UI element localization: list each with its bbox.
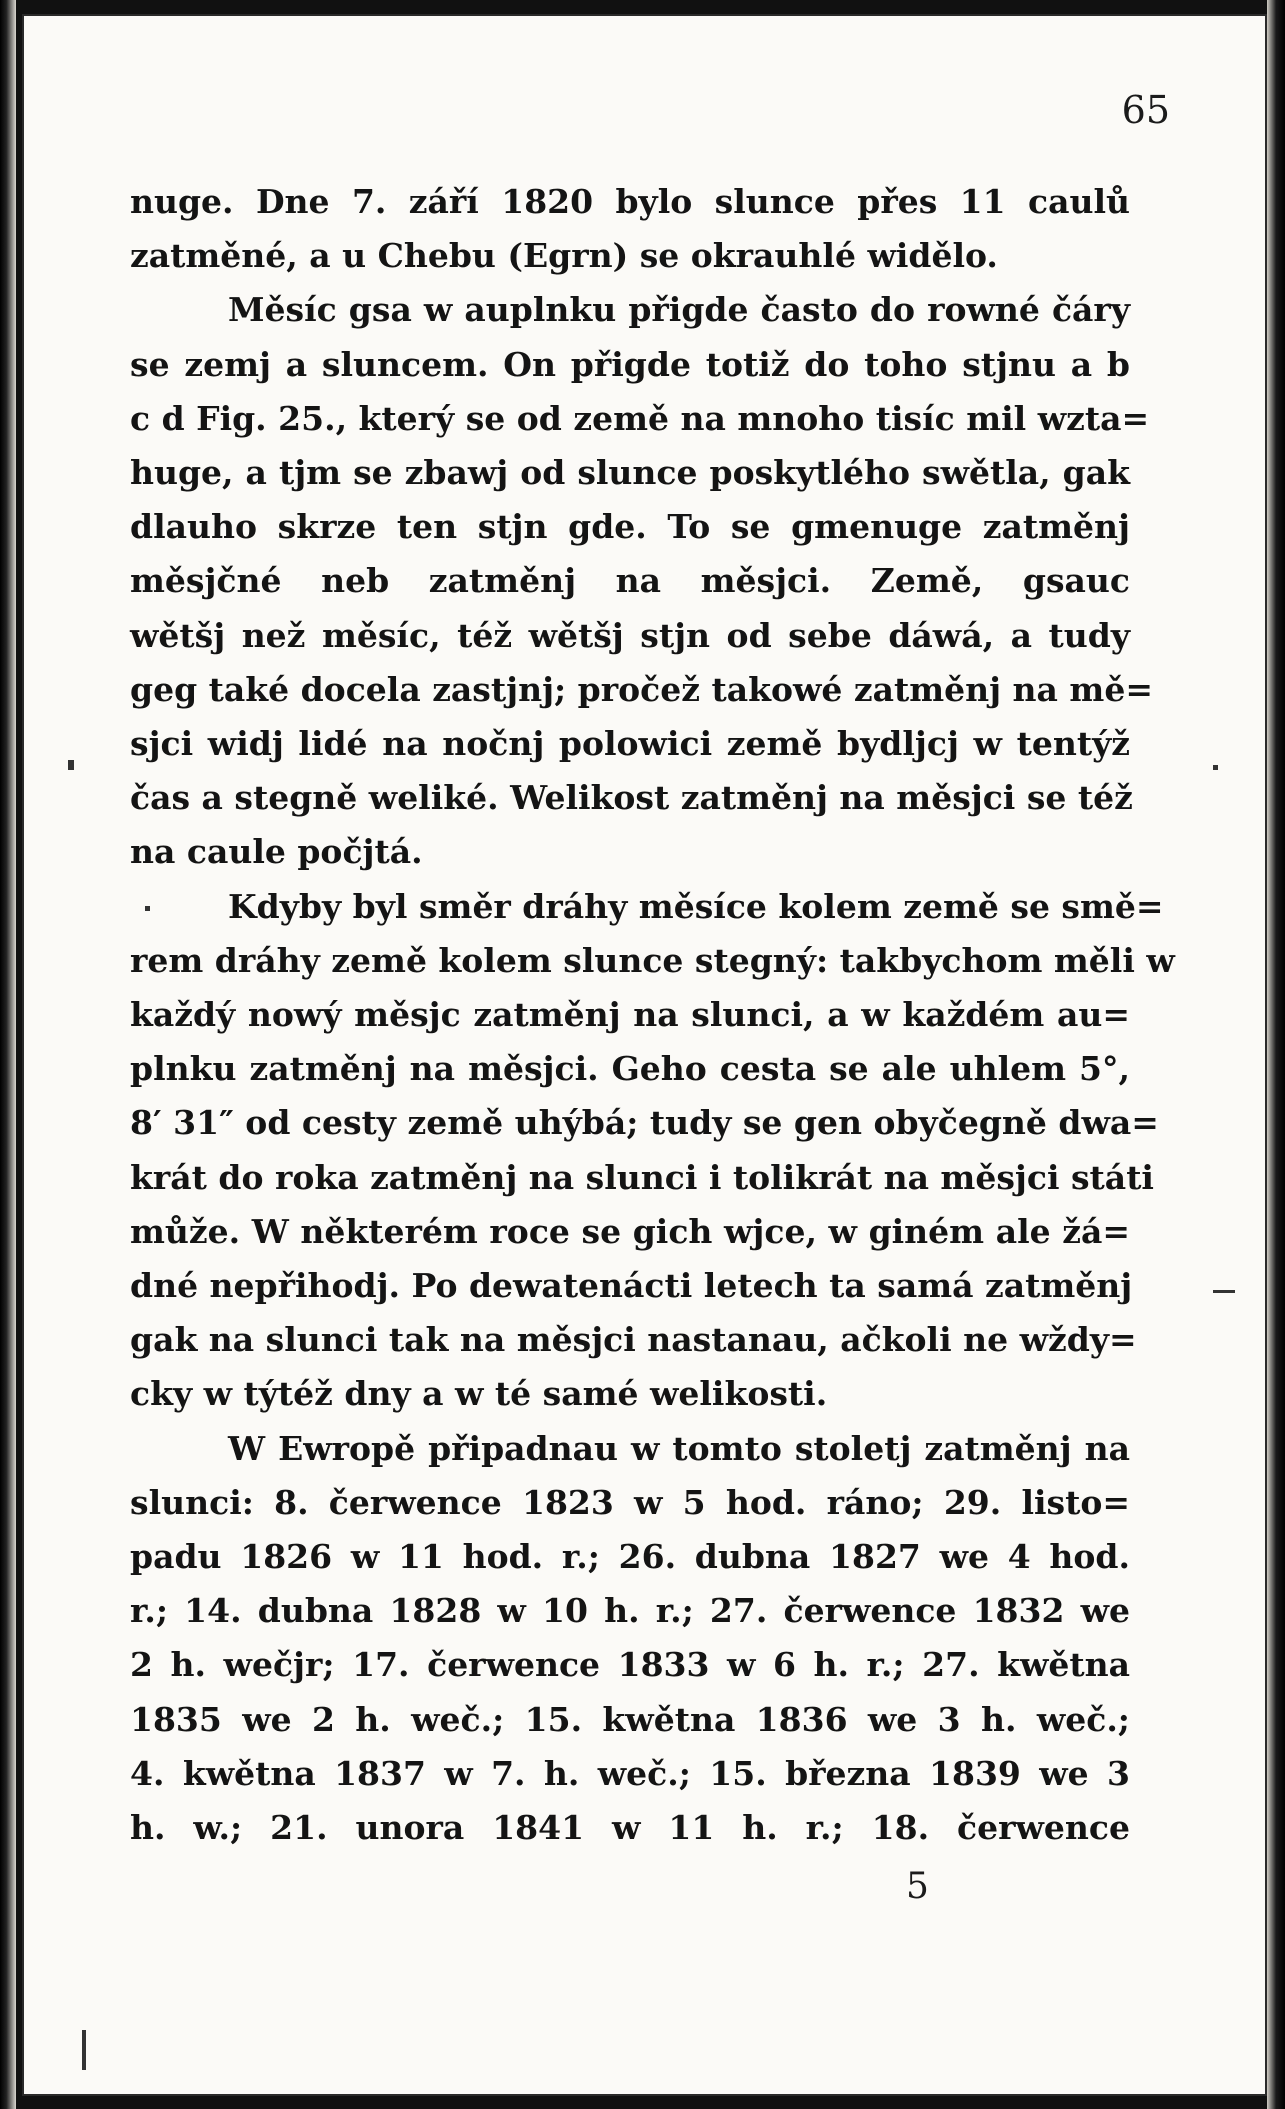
text-line: padu 1826 w 11 hod. r.; 26. dubna 1827 we 4 hod. — [130, 1537, 1130, 1577]
page-number: 65 — [1121, 88, 1170, 132]
ink-speck — [1213, 1290, 1235, 1293]
text-line: rem dráhy země kolem slunce stegný: takbychom měli w — [130, 940, 1175, 980]
text-line: cky w týtéž dny a w té samé welikosti. — [130, 1374, 828, 1414]
ink-speck — [82, 2030, 86, 2070]
text-line: W Ewropě připadnau w tomto stoletj zatměnj na — [228, 1428, 1130, 1468]
text-line: h. w.; 21. unora 1841 w 11 h. r.; 18. čerwence — [130, 1808, 1130, 1848]
text-line: huge, a tjm se zbawj od slunce poskytlého swětla, gak — [130, 453, 1130, 493]
text-line: 1835 we 2 h. weč.; 15. kwětna 1836 we 3 h. weč.; — [130, 1699, 1130, 1739]
text-line: každý nowý měsjc zatměnj na slunci, a w každém au= — [130, 995, 1130, 1035]
text-line: krát do roka zatměnj na slunci i tolikrát na měsjci státi — [130, 1157, 1154, 1197]
text-line: plnku zatměnj na měsjci. Geho cesta se ale uhlem 5°, — [130, 1049, 1130, 1089]
text-line: sjci widj lidé na nočnj polowici země bydljcj w tentýž — [130, 724, 1130, 764]
text-line: se zemj a sluncem. On přigde totiž do toho stjnu a b — [130, 344, 1130, 384]
text-line: 2 h. wečjr; 17. čerwence 1833 w 6 h. r.; 27. kwětna — [130, 1645, 1130, 1685]
left-page-edge — [0, 0, 16, 2109]
text-line: slunci: 8. čerwence 1823 w 5 hod. ráno; 29. listo= — [130, 1482, 1130, 1522]
text-line: dné nepřihodj. Po dewatenácti letech ta samá zatměnj — [130, 1266, 1133, 1306]
text-line: Měsíc gsa w auplnku přigde často do rowné čáry — [228, 290, 1130, 330]
text-line: může. W některém roce se gich wjce, w giném ale žá= — [130, 1211, 1130, 1251]
text-line: 8′ 31″ od cesty země uhýbá; tudy se gen obyčegně dwa= — [130, 1103, 1159, 1143]
text-line: zatměné, a u Chebu (Egrn) se okrauhlé widělo. — [130, 236, 998, 276]
text-line: geg také docela zastjnj; pročež takowé zatměnj na mě= — [130, 669, 1153, 709]
right-page-edge — [1267, 0, 1285, 2109]
text-line: na caule počjtá. — [130, 832, 423, 872]
text-line: gak na slunci tak na měsjci nastanau, ačkoli ne wždy= — [130, 1320, 1137, 1360]
text-line: měsjčné neb zatměnj na měsjci. Země, gsauc — [130, 561, 1130, 601]
text-line: r.; 14. dubna 1828 w 10 h. r.; 27. čerwence 1832 we — [130, 1591, 1130, 1631]
text-line: čas a stegně weliké. Welikost zatměnj na měsjci se též — [130, 778, 1133, 818]
text-line: nuge. Dne 7. září 1820 bylo slunce přes 11 caulů — [130, 182, 1130, 221]
text-line: 4. kwětna 1837 w 7. h. weč.; 15. března 1839 we 3 — [130, 1753, 1130, 1793]
ink-speck — [68, 760, 74, 770]
text-line: wětšj než měsíc, též wětšj stjn od sebe dáwá, a tudy — [130, 615, 1130, 655]
text-line: c d Fig. 25., který se od země na mnoho tisíc mil wzta= — [130, 398, 1150, 438]
text-line: dlauho skrze ten stjn gde. To se gmenuge zatměnj — [130, 507, 1130, 547]
ink-speck — [1213, 765, 1218, 770]
body-text — [130, 175, 1175, 1855]
ink-speck — [145, 906, 150, 911]
text-line: Kdyby byl směr dráhy měsíce kolem země se smě= — [228, 886, 1164, 926]
signature-mark: 5 — [906, 1866, 929, 1907]
